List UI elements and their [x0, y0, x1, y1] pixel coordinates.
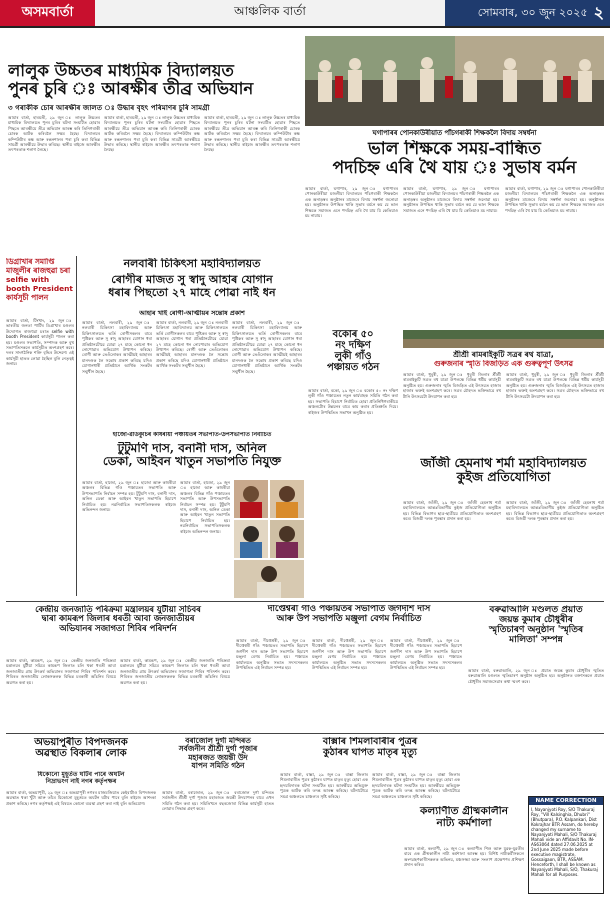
name-correction-notice: [528, 796, 604, 894]
story9-body-col2: আমাৰ বাৰ্তা, দীপ্তেশ্বৰী, ২৯ জুন ঃ দীপ্তেশ্বৰী গাঁও পঞ্চায়তৰ সভাপতি হিচাপে জগদীশ দাস আৰু উপ সভাপতি হিচাপে মঞ্জুলা বেগম নিৰ্বাচিত হয়। পঞ্চায়ত কাৰ্যালয়ত অনুষ্ঠিত সভাত সদস্যসকলৰ উপস্থিতিত এই নিৰ্বাচন সম্পন্ন হয়।: [312, 638, 386, 671]
story10-headline-line3: স্মৃতিচাৰণ অনুষ্ঠান 'স্মৃতিৰ: [488, 625, 584, 636]
story4-headline-line1: টুটুমণি দাস, বনানী দাস, অনিল: [117, 442, 267, 455]
story14-body: আমাৰ বাৰ্তা, কল্যাণী, ২৯ জুন ঃ কল্যাণীত শিশু আৰু যুৱক-যুৱতীৰ বাবে এক গ্ৰীষ্মকালীন নাট্য কৰ্মশালা আৰম্ভ হয়। বিশিষ্ট নাট্যকৰ্মীসকলে অংশগ্ৰহণকাৰীসকলক অভিনয়, মঞ্চসজ্জা আৰু সংলাপ প্ৰক্ষেপণৰ প্ৰশিক্ষণ প্ৰদান কৰিব।: [404, 846, 524, 868]
story5-headline-line4: পঞ্চায়ত গঠন: [326, 361, 380, 373]
story11-subhead-line2: নিদ্ৰাভংগ নাই নগৰ কৰ্তৃপক্ষৰ: [45, 778, 117, 786]
story7-headline: [403, 456, 604, 496]
teachers-photo: [305, 36, 604, 126]
name-correction-body: I, Nayanjyoti Roy, S/O Thakuraj Roy, "Vill Kalsinghia, Dhubri" (Bhutpara), P.O. Kalpankari, Dist Kokrajhar BTR Assam, do hereby changed my surname to Nayanjyoti Mahali, S/O Thakuraj Mahali vide an Affidavit No. IN-AS63064 dated 27.06.2025 at 2nd June 2025 made before executive magistrate, Gossaigaon, BTR, ASSAM. Henceforth, I shall be known as Nayanjyoti Mahali, S/O, Thakuraj Mahali for all Purposes.: [531, 807, 599, 877]
story10-headline-line2: জয়ন্ত কুমাৰ চৌধুৰীৰ: [499, 615, 573, 626]
story3-headline: [82, 273, 302, 309]
story12-headline-line3: মহাৰজত জয়ন্তী উদ: [188, 752, 248, 762]
story1-headline-line2: পুনৰ চুৰি ঃ আৰক্ষীৰ তীব্ৰ অভিযান: [8, 79, 254, 99]
story8-body-col1: আমাৰ বাৰ্তা, কামৰূপ, ২৯ জুন ঃ কেন্দ্ৰীয় জনজাতি পৰিক্ৰমা মন্ত্ৰালয়ৰ যুটীয়া সচিবে কামৰূপ জিলাত চলি থকা ধৰতী আবা জনজাতীয় গ্ৰাম উৎকৰ্ষ অভিযানৰ সজাগতা শিবিৰ পৰিদৰ্শন কৰে। শিবিৰত জনজাতীয় লোকসকলক বিভিন্ন চৰকাৰী আঁচনিৰ বিষয়ে অৱগত কৰা হয়।: [6, 658, 116, 685]
story4-headline: [82, 442, 302, 476]
story12-body: আমাৰ বাৰ্তা, বৰাজোল, ২৯ জুন ঃ বৰাজোল দুৰ্গা মন্দিৰত সৰ্বজনীন শ্ৰীশ্ৰী দুৰ্গা পূজাৰ মহাৰজত জয়ন্তী উদযাপনৰ বাবে এখন সমিতি গঠন কৰা হয়। সমিতিখনে বছৰজোৰা বিভিন্ন কাৰ্যসূচী হাতত লোৱাৰ সিদ্ধান্ত গ্ৰহণ কৰে।: [162, 790, 274, 812]
story6-kicker: শ্ৰীশ্ৰী ৰামৰাইকুটি সত্ৰৰ ৰথ যাত্ৰা,: [453, 350, 554, 359]
story8-headline: [6, 605, 230, 657]
story3-body-col3: আমাৰ বাৰ্তা, নলবাৰী, ২৯ জুন ঃ নলবাৰী চিকিৎসা মহাবিদ্যালয় আৰু চিকিৎসালয়ত ভৰ্তি ৰোগীসকলৰ বাবে পুষ্টিকৰ আৰু সু স্বাদু আহাৰৰ যোগান ধৰা প্ৰতিষ্ঠানটোৱে যোৱা ২৭ মাহে কোনো ধন নোপোৱাৰ অভিযোগ উত্থাপন কৰিছে। ৰোগী আৰু তেওঁলোকৰ আত্মীয়ই আহাৰৰ মানদণ্ডক লৈ সন্তোষ প্ৰকাশ কৰিছে যদিও যোগানধাৰী প্ৰতিষ্ঠানে আৰ্থিক সংকটৰ সন্মুখীন হৈছে।: [232, 320, 302, 374]
story9-headline-line1: দীপ্তেশ্বৰী গাঁও পঞ্চায়তৰ সভাপতি জগদীশ দাস: [267, 605, 431, 614]
story10-headline-line4: মালিতা' সম্পন্ন: [509, 635, 563, 646]
story14-headline-line2: নাট্য কৰ্মশালা: [436, 816, 492, 829]
story7-body-col1: আমাৰ বাৰ্তা, জাঁজী, ২৯ জুন ঃ জাঁজী হেমনাথ শৰ্মা মহাবিদ্যালয়ত আন্তঃবিভাগীয় কুইজ প্ৰতিযোগিতা অনুষ্ঠিত হয়। বিভিন্ন বিভাগৰ ছাত্ৰ-ছাত্ৰীয়ে প্ৰতিযোগিতাত অংশগ্ৰহণ কৰে। বিজয়ী দলক পুৰস্কাৰ প্ৰদান কৰা হয়।: [403, 500, 501, 522]
masthead: [0, 0, 610, 28]
story6-headline: গুৰুজনাৰ স্মৃতি বিজড়িত এক গুৰুত্বপূৰ্ণ উৎসৱ: [433, 360, 573, 368]
story12-headline-line4: যাপন সমিতি গঠন: [191, 760, 245, 770]
story2-body-col1: আমাৰ বাৰ্তা, ঘগাপাৰ, ২৯ জুন ঃ ঘগাপাৰৰ পোনকাউৰীয়া মজলীয়া বিদ্যালয়ৰ পাঁচগৰাকী শিক্ষকলৈ এক অনাড়ম্বৰ অনুষ্ঠানৰ মাজেৰে বিদায় সম্বৰ্ধনা জনোৱা হয়। অনুষ্ঠানত উপস্থিত থাকি সুভাষ বৰ্মনে কয় যে ভাল শিক্ষকে সমাজত এনে পদচিহ্ন এৰি থৈ যায় যি কেতিয়াও মচ নাযায়।: [305, 186, 398, 219]
story10-headline-line1: বৰুৱাআলি মণ্ডলত প্ৰয়াত: [489, 605, 583, 615]
story7-headline-line1: জাঁজী হেমনাথ শৰ্মা মহাবিদ্যালয়ত: [420, 456, 587, 470]
story2-headline-line1: ভাল শিক্ষকে সময়-বান্ধিত: [368, 140, 541, 159]
newspaper-logo: অসমবার্তা: [0, 0, 95, 26]
story13-body-col2: আমাৰ বাৰ্তা, বাক্সা, ২৯ জুন ঃ বাক্সা জিলাৰ শিমলাবাৰীত পুত্ৰৰ কুঠাৰৰ ঘাপত মাতৃৰ মৃত্যু হোৱা এক হৃদয়বিদাৰক ঘটনা সংঘটিত হয়। আৰক্ষীয়ে অভিযুক্ত পুত্ৰক আটক কৰি তদন্ত আৰম্ভ কৰিছে। ঘটনাটোৱে সমগ্ৰ অঞ্চলতে চাঞ্চল্যৰ সৃষ্টি কৰিছে।: [372, 772, 460, 799]
story9-headline: [236, 605, 462, 635]
story1-body-col3: আমাৰ বাৰ্তা, হাৰমতী, ২৯ জুন ঃ লালুক উচ্চতৰ মাধ্যমিক বিদ্যালয়ত পুনৰ চুৰিৰ ঘটনা সংঘটিত হোৱাৰ পিছতে আৰক্ষীয়ে তীব্ৰ অভিযান আৰম্ভ কৰি তিনিগৰাকী চোৰক আটক কৰিবলৈ সক্ষম হৈছে। বিদ্যালয়ৰ কম্পিউটাৰ কক্ষ আৰু ৰন্ধনশালৰ পৰা চুৰি কৰা বিভিন্ন সামগ্ৰী আৰক্ষীয়ে উদ্ধাৰ কৰিছে। স্থানীয় ৰাইজে আৰক্ষীৰ তৎপৰতাক শলাগ লৈছে।: [204, 115, 300, 153]
story8-headline-line3: অভিযানৰ সজাগতা শিবিৰ পৰিদৰ্শন: [59, 622, 177, 633]
story5-headline: [308, 330, 398, 374]
story12-headline-line2: সৰ্বজনীন শ্ৰীশ্ৰী দুৰ্গা পূজাৰ: [178, 744, 258, 754]
story4-body-col2: আমাৰ বাৰ্তা, হাজো, ২৯ জুন ঃ হাজো আৰু কাষৰীয়া অঞ্চলৰ বিভিন্ন গাঁও পঞ্চায়তৰ সভাপতি আৰু উপসভাপতি নিৰ্বাচন সম্পন্ন হয়। টুটুমণি দাস, বনানী দাস, অনিল ডেকা আৰু আইবন খাতুন সভাপতি হিচাপে নিৰ্বাচিত হয়। নৱনিৰ্বাচিত সভাপতিসকলক ৰাইজে অভিনন্দন জনায়।: [180, 480, 230, 534]
story1-subhead: ৩ গৰাকীক চোৰ আৰক্ষীৰ জালত ঃ উদ্ধাৰ বৃহৎ পৰিমাণৰ চুৰি সামগ্ৰী: [8, 104, 210, 112]
story4-kicker: হাজো-ৱাৰ্ডকুচিৰ কাষৰীয়া পঞ্চায়তৰ সভাপতি-উপসভাপতি নিৰ্বাচিত: [112, 432, 272, 438]
kids-photo: [403, 330, 604, 348]
portrait-photo-1: [234, 480, 268, 518]
story12-headline: [162, 737, 274, 789]
story13-headline-line1: বাক্সাৰ শিমলাবাৰীৰ পুত্ৰৰ: [322, 737, 418, 747]
story2-body-col3: আমাৰ বাৰ্তা, ঘগাপাৰ, ২৯ জুন ঃ ঘগাপাৰৰ পোনকাউৰীয়া মজলীয়া বিদ্যালয়ৰ পাঁচগৰাকী শিক্ষকলৈ এক অনাড়ম্বৰ অনুষ্ঠানৰ মাজেৰে বিদায় সম্বৰ্ধনা জনোৱা হয়। অনুষ্ঠানত উপস্থিত থাকি সুভাষ বৰ্মনে কয় যে ভাল শিক্ষকে সমাজত এনে পদচিহ্ন এৰি থৈ যায় যি কেতিয়াও মচ নাযায়।: [505, 186, 604, 213]
portrait-photo-2: [270, 480, 304, 518]
story9-body-col1: আমাৰ বাৰ্তা, দীপ্তেশ্বৰী, ২৯ জুন ঃ দীপ্তেশ্বৰী গাঁও পঞ্চায়তৰ সভাপতি হিচাপে জগদীশ দাস আৰু উপ সভাপতি হিচাপে মঞ্জুলা বেগম নিৰ্বাচিত হয়। পঞ্চায়ত কাৰ্যালয়ত অনুষ্ঠিত সভাত সদস্যসকলৰ উপস্থিতিত এই নিৰ্বাচন সম্পন্ন হয়।: [236, 638, 308, 671]
story8-body-col2: আমাৰ বাৰ্তা, কামৰূপ, ২৯ জুন ঃ কেন্দ্ৰীয় জনজাতি পৰিক্ৰমা মন্ত্ৰালয়ৰ যুটীয়া সচিবে কামৰূপ জিলাত চলি থকা ধৰতী আবা জনজাতীয় গ্ৰাম উৎকৰ্ষ অভিযানৰ সজাগতা শিবিৰ পৰিদৰ্শন কৰে। শিবিৰত জনজাতীয় লোকসকলক বিভিন্ন চৰকাৰী আঁচনিৰ বিষয়ে অৱগত কৰা হয়।: [120, 658, 230, 685]
story11-subhead: [6, 771, 156, 786]
story1-headline: [8, 62, 300, 102]
story3-body-col2: আমাৰ বাৰ্তা, নলবাৰী, ২৯ জুন ঃ নলবাৰী চিকিৎসা মহাবিদ্যালয় আৰু চিকিৎসালয়ত ভৰ্তি ৰোগীসকলৰ বাবে পুষ্টিকৰ আৰু সু স্বাদু আহাৰৰ যোগান ধৰা প্ৰতিষ্ঠানটোৱে যোৱা ২৭ মাহে কোনো ধন নোপোৱাৰ অভিযোগ উত্থাপন কৰিছে। ৰোগী আৰু তেওঁলোকৰ আত্মীয়ই আহাৰৰ মানদণ্ডক লৈ সন্তোষ প্ৰকাশ কৰিছে যদিও যোগানধাৰী প্ৰতিষ্ঠানে আৰ্থিক সংকটৰ সন্মুখীন হৈছে।: [156, 320, 228, 369]
story11-body: আমাৰ বাৰ্তা, অভয়াপুৰী, ২৯ জুন ঃ অভয়াপুৰী নগৰৰ মাজমজিয়াত কেইবাটাও বিপদজনক অৱস্থাত থকা খুঁটা আৰু তাঁৰে যিকোনো মুহূৰ্ততে অঘটন ঘটাব পাৰে বুলি ৰাইজে আশংকা প্ৰকাশ কৰিছে। নগৰ কৰ্তৃপক্ষই এই বিষয়ত কোনো ব্যৱস্থা গ্ৰহণ কৰা নাই বুলি অভিযোগ।: [6, 790, 156, 806]
story6-body-col1: আমাৰ বাৰ্তা, ধুবুৰী, ২৯ জুন ঃ ধুবুৰী জিলাৰ শ্ৰীশ্ৰী ৰামৰাইকুটি সত্ৰত ৰথ যাত্ৰা উপলক্ষে বিভিন্ন ধৰ্মীয় কাৰ্যসূচী অনুষ্ঠিত হয়। গুৰুজনাৰ স্মৃতি বিজড়িত এই উৎসৱত হাজাৰ হাজাৰ ভক্তই অংশগ্ৰহণ কৰে। সত্ৰৰ চৌহদত ভক্তিভাৱে ৰথ টানি উৎসৱটো উদযাপন কৰা হয়।: [403, 372, 501, 399]
story14-headline-line1: কল্যাণীত গ্ৰীষ্মকালীন: [420, 806, 508, 817]
story9-body-col3: আমাৰ বাৰ্তা, দীপ্তেশ্বৰী, ২৯ জুন ঃ দীপ্তেশ্বৰী গাঁও পঞ্চায়তৰ সভাপতি হিচাপে জগদীশ দাস আৰু উপ সভাপতি হিচাপে মঞ্জুলা বেগম নিৰ্বাচিত হয়। পঞ্চায়ত কাৰ্যালয়ত অনুষ্ঠিত সভাত সদস্যসকলৰ উপস্থিতিত এই নিৰ্বাচন সম্পন্ন হয়।: [390, 638, 462, 671]
story4-headline-line2: ডেকা, আইবন খাতুন সভাপতি নিযুক্ত: [102, 454, 282, 469]
story6-body-col2: আমাৰ বাৰ্তা, ধুবুৰী, ২৯ জুন ঃ ধুবুৰী জিলাৰ শ্ৰীশ্ৰী ৰামৰাইকুটি সত্ৰত ৰথ যাত্ৰা উপলক্ষে বিভিন্ন ধৰ্মীয় কাৰ্যসূচী অনুষ্ঠিত হয়। গুৰুজনাৰ স্মৃতি বিজড়িত এই উৎসৱত হাজাৰ হাজাৰ ভক্তই অংশগ্ৰহণ কৰে। সত্ৰৰ চৌহদত ভক্তিভাৱে ৰথ টানি উৎসৱটো উদযাপন কৰা হয়।: [506, 372, 604, 399]
story1-body-col1: আমাৰ বাৰ্তা, হাৰমতী, ২৯ জুন ঃ লালুক উচ্চতৰ মাধ্যমিক বিদ্যালয়ত পুনৰ চুৰিৰ ঘটনা সংঘটিত হোৱাৰ পিছতে আৰক্ষীয়ে তীব্ৰ অভিযান আৰম্ভ কৰি তিনিগৰাকী চোৰক আটক কৰিবলৈ সক্ষম হৈছে। বিদ্যালয়ৰ কম্পিউটাৰ কক্ষ আৰু ৰন্ধনশালৰ পৰা চুৰি কৰা বিভিন্ন সামগ্ৰী আৰক্ষীয়ে উদ্ধাৰ কৰিছে। স্থানীয় ৰাইজে আৰক্ষীৰ তৎপৰতাক শলাগ লৈছে।: [8, 115, 100, 153]
story3-kicker: নলবাৰী চিকিৎসা মহাবিদ্যালয়ত: [123, 258, 261, 270]
story3-body-col1: আমাৰ বাৰ্তা, নলবাৰী, ২৯ জুন ঃ নলবাৰী চিকিৎসা মহাবিদ্যালয় আৰু চিকিৎসালয়ত ভৰ্তি ৰোগীসকলৰ বাবে পুষ্টিকৰ আৰু সু স্বাদু আহাৰৰ যোগান ধৰা প্ৰতিষ্ঠানটোৱে যোৱা ২৭ মাহে কোনো ধন নোপোৱাৰ অভিযোগ উত্থাপন কৰিছে। ৰোগী আৰু তেওঁলোকৰ আত্মীয়ই আহাৰৰ মানদণ্ডক লৈ সন্তোষ প্ৰকাশ কৰিছে যদিও যোগানধাৰী প্ৰতিষ্ঠানে আৰ্থিক সংকটৰ সন্মুখীন হৈছে।: [82, 320, 152, 374]
column-divider: [76, 256, 77, 596]
page-number: ২: [593, 2, 604, 22]
story3-subhead: আহাৰ খাই ৰোগী-আত্মীয়ৰ সন্তোষ প্ৰকাশ: [139, 310, 245, 317]
story7-body-col2: আমাৰ বাৰ্তা, জাঁজী, ২৯ জুন ঃ জাঁজী হেমনাথ শৰ্মা মহাবিদ্যালয়ত আন্তঃবিভাগীয় কুইজ প্ৰতিযোগিতা অনুষ্ঠিত হয়। বিভিন্ন বিভাগৰ ছাত্ৰ-ছাত্ৰীয়ে প্ৰতিযোগিতাত অংশগ্ৰহণ কৰে। বিজয়ী দলক পুৰস্কাৰ প্ৰদান কৰা হয়।: [506, 500, 604, 522]
story2-headline: [305, 140, 604, 182]
story10-body: আমাৰ বাৰ্তা, বৰুৱাআলি, ২৯ জুন ঃ প্ৰয়াত জয়ন্ত কুমাৰ চৌধুৰীৰ স্মৃতিত বৰুৱাআলি মণ্ডলত স্মৃতিচাৰণ অনুষ্ঠান অনুষ্ঠিত হয়। অনুষ্ঠানত বক্তাসকলে প্ৰয়াত চৌধুৰীৰ সমাজসেৱাৰ কথা স্মৰণ কৰে।: [468, 668, 604, 684]
story13-headline-line2: কুঠাৰৰ ঘাপত মাতৃৰ মৃত্যু: [323, 746, 417, 758]
story7-headline-line2: কুইজ প্ৰতিযোগিতা: [456, 469, 551, 484]
story9-headline-line2: আৰু উপ সভাপতি মঞ্জুলা বেগম নিৰ্বাচিত: [276, 613, 422, 624]
story8-headline-line2: দ্বাৰা কামৰূপ জিলাৰ ধৰতী আবা জনজাতীয়ৰ: [41, 613, 195, 624]
story1-headline-line1: লালুক উচ্চতৰ মাধ্যমিক বিদ্যালয়ত: [8, 62, 234, 80]
teachers-photo-caption: ঘগাপাৰৰ পোনকাউৰীয়াত পাঁচগৰাকী শিক্ষকলৈ বিদায় সম্বৰ্ধনা: [372, 129, 537, 137]
story10-headline: [468, 605, 604, 667]
story4-body-col1: আমাৰ বাৰ্তা, হাজো, ২৯ জুন ঃ হাজো আৰু কাষৰীয়া অঞ্চলৰ বিভিন্ন গাঁও পঞ্চায়তৰ সভাপতি আৰু উপসভাপতি নিৰ্বাচন সম্পন্ন হয়। টুটুমণি দাস, বনানী দাস, অনিল ডেকা আৰু আইবন খাতুন সভাপতি হিচাপে নিৰ্বাচিত হয়। নৱনিৰ্বাচিত সভাপতিসকলক ৰাইজে অভিনন্দন জনায়।: [82, 480, 176, 513]
issue-date: সোমবাৰ, ৩০ জুন ২০২৫: [477, 5, 588, 19]
story3-headline-line2: ধৰাৰ পিছতো ২৭ মাহে পোৱা নাই ধন: [108, 284, 276, 299]
portrait-photo-4: [270, 520, 304, 558]
sidebar-body: আমাৰ বাৰ্তা, টিংখাং, ২৯ জুন ঃ ভাৰতীয় জনতা পাৰ্টিৰ ডিগ্ৰাখাৰ মণ্ডলৰ উদ্যোগত ৰাজহুৱা চৰাত selfie with booth President কাৰ্যসূচী পালন কৰা হয়। মণ্ডলৰ সভাপতি, সম্পাদক আৰু বুথ সভাপতিসকলে কাৰ্যসূচীত অংশগ্ৰহণ কৰে। দলৰ সাংগঠনিক শক্তি বৃদ্ধিৰ উদ্দেশ্যে এই কাৰ্যসূচী হাতত লোৱা হৈছিল বুলি নেতৃত্বই জনায়।: [6, 318, 74, 367]
story11-subhead-line1: যিকোনো মুহূৰ্তত ঘটিব পাৰে অঘটন: [37, 771, 125, 778]
story13-headline: [280, 737, 460, 769]
sidebar-headline: ডিগ্ৰাখাৰ সমাপ্তি মাজুলীৰ ৰাজহুৱা চৰা selfie with booth President কাৰ্যসূচী পালন: [6, 258, 73, 302]
story5-headline-line2: নং দক্ষিণ: [335, 339, 371, 351]
section-divider-2: [6, 733, 604, 734]
story11-headline: [6, 737, 156, 769]
story13-body-col1: আমাৰ বাৰ্তা, বাক্সা, ২৯ জুন ঃ বাক্সা জিলাৰ শিমলাবাৰীত পুত্ৰৰ কুঠাৰৰ ঘাপত মাতৃৰ মৃত্যু হোৱা এক হৃদয়বিদাৰক ঘটনা সংঘটিত হয়। আৰক্ষীয়ে অভিযুক্ত পুত্ৰক আটক কৰি তদন্ত আৰম্ভ কৰিছে। ঘটনাটোৱে সমগ্ৰ অঞ্চলতে চাঞ্চল্যৰ সৃষ্টি কৰিছে।: [280, 772, 368, 799]
story1-body-col2: আমাৰ বাৰ্তা, হাৰমতী, ২৯ জুন ঃ লালুক উচ্চতৰ মাধ্যমিক বিদ্যালয়ত পুনৰ চুৰিৰ ঘটনা সংঘটিত হোৱাৰ পিছতে আৰক্ষীয়ে তীব্ৰ অভিযান আৰম্ভ কৰি তিনিগৰাকী চোৰক আটক কৰিবলৈ সক্ষম হৈছে। বিদ্যালয়ৰ কম্পিউটাৰ কক্ষ আৰু ৰন্ধনশালৰ পৰা চুৰি কৰা বিভিন্ন সামগ্ৰী আৰক্ষীয়ে উদ্ধাৰ কৰিছে। স্থানীয় ৰাইজে আৰক্ষীৰ তৎপৰতাক শলাগ লৈছে।: [104, 115, 200, 153]
portrait-photo-3: [234, 520, 268, 558]
story2-body-col2: আমাৰ বাৰ্তা, ঘগাপাৰ, ২৯ জুন ঃ ঘগাপাৰৰ পোনকাউৰীয়া মজলীয়া বিদ্যালয়ৰ পাঁচগৰাকী শিক্ষকলৈ এক অনাড়ম্বৰ অনুষ্ঠানৰ মাজেৰে বিদায় সম্বৰ্ধনা জনোৱা হয়। অনুষ্ঠানত উপস্থিত থাকি সুভাষ বৰ্মনে কয় যে ভাল শিক্ষকে সমাজত এনে পদচিহ্ন এৰি থৈ যায় যি কেতিয়াও মচ নাযায়।: [403, 186, 499, 213]
name-correction-title: NAME CORRECTION: [529, 797, 603, 805]
story5-headline-line1: বকোৰ ৫০: [332, 330, 374, 340]
section-divider: [6, 601, 604, 602]
section-name: আঞ্চলিক বাৰ্তা: [95, 0, 445, 26]
story5-body: আমাৰ বাৰ্তা, বকো, ২৯ জুন ঃ বকোৰ ৫০ নং দক্ষিণ লুকী গাঁও পঞ্চায়তৰ নতুন কাৰ্যবাহক সমিতি গঠন কৰা হয়। সভাপতি হিচাপে নিৰ্বাচিত হোৱা প্ৰতিনিধিগৰাকীয়ে অঞ্চলটোৰ উন্নয়নৰ বাবে কাম কৰাৰ প্ৰতিশ্ৰুতি দিয়ে। ৰাইজৰ উপস্থিতিত সভাখন অনুষ্ঠিত হয়।: [308, 388, 398, 415]
story3-headline-line1: ৰোগীৰ মাজত সু স্বাদু আহাৰ যোগান: [111, 273, 273, 286]
portrait-photo-5: [234, 560, 304, 598]
story8-headline-line1: কেন্দ্ৰীয় জনজাতি পৰিক্ৰমা মন্ত্ৰালয়ৰ যুটীয়া সচিবৰ: [35, 605, 201, 614]
story5-headline-line3: লুকী গাঁও: [334, 350, 372, 362]
story14-headline: [404, 806, 524, 844]
story11-headline-line2: অৱস্থাত বিকলাৰ লোক: [35, 748, 127, 760]
story12-headline-line1: বৰাজোল দুৰ্গা মন্দিৰত: [185, 737, 251, 745]
story11-headline-line1: অভয়াপুৰীত বিপদজনক: [34, 737, 128, 748]
date-banner: [445, 0, 610, 26]
story2-headline-line2: পদচিহ্ন এৰি থৈ যায় ঃ সুভাষ বৰ্মন: [332, 158, 577, 179]
